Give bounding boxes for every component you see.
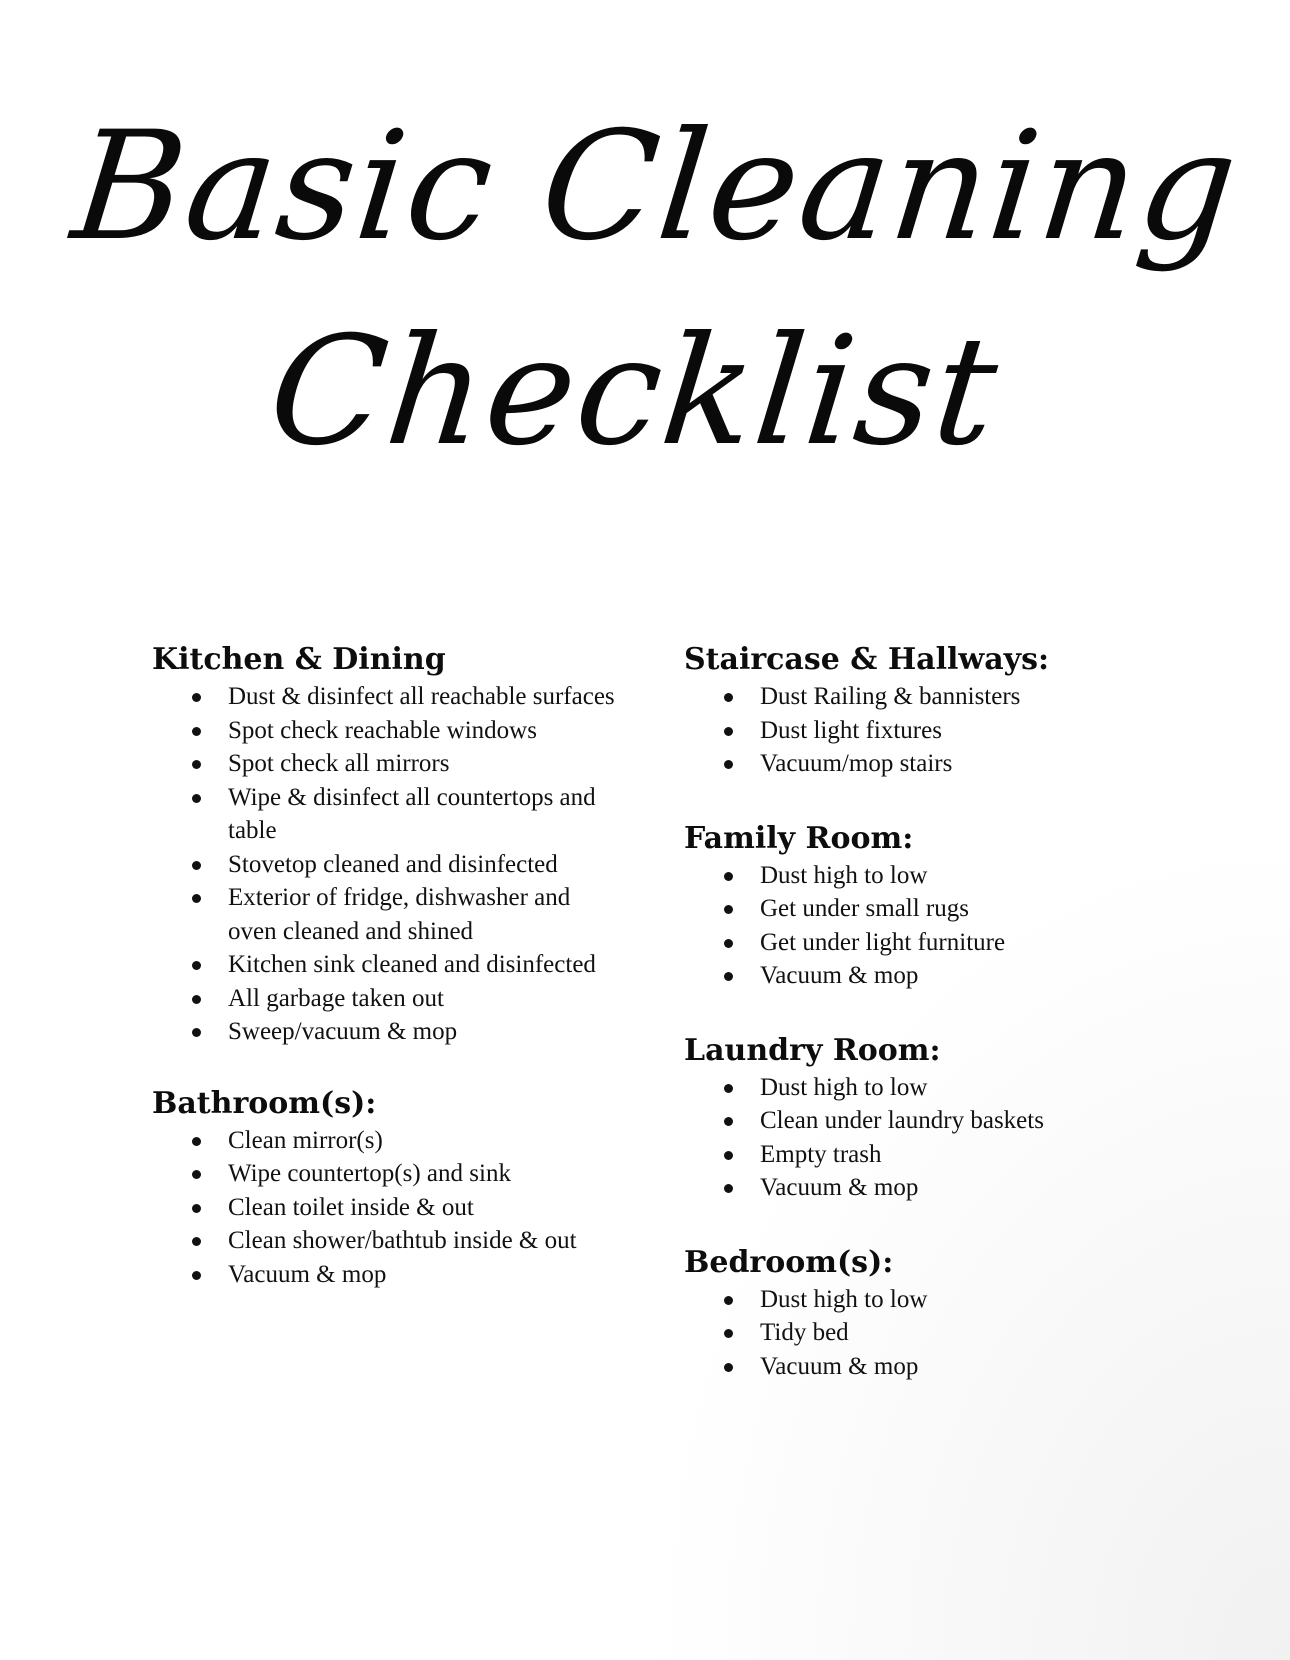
bullet-icon (192, 861, 201, 870)
bullet-icon (192, 693, 201, 702)
list-item: Vacuum & mop (684, 1350, 1154, 1384)
list-item: Vacuum & mop (684, 959, 1154, 993)
list-item: Dust Railing & bannisters (684, 680, 1154, 714)
checklist-bathroom (152, 1124, 622, 1292)
list-item: Sweep/vacuum & mop (152, 1015, 622, 1049)
bullet-icon (192, 1028, 201, 1037)
checklist-family-room (684, 859, 1154, 993)
list-item: Clean mirror(s) (152, 1124, 622, 1158)
right-column (684, 640, 1154, 1421)
bullet-icon (192, 760, 201, 769)
section-heading-bathroom: Bathroom(s): (152, 1085, 377, 1121)
section-heading-kitchen: Kitchen & Dining (152, 642, 446, 677)
list-item: Get under small rugs (684, 892, 1154, 926)
checklist-laundry-room (684, 1071, 1154, 1205)
bullet-icon (192, 727, 201, 736)
checklist-kitchen (152, 680, 622, 1049)
section-heading-laundry-room: Laundry Room: (684, 1032, 941, 1068)
bullet-icon (724, 760, 733, 769)
list-item: Vacuum & mop (684, 1171, 1154, 1205)
list-item: Empty trash (684, 1138, 1154, 1172)
bullet-icon (724, 1184, 733, 1193)
list-item: Vacuum/mop stairs (684, 747, 1154, 781)
bullet-icon (192, 995, 201, 1004)
bullet-icon (192, 894, 201, 903)
bullet-icon (192, 1204, 201, 1213)
checklist-staircase (684, 680, 1154, 781)
list-item: Spot check all mirrors (152, 747, 622, 781)
list-item: Dust high to low (684, 859, 1154, 893)
section-kitchen (152, 640, 622, 1049)
bullet-icon (724, 1363, 733, 1372)
list-item: Clean toilet inside & out (152, 1191, 622, 1225)
bullet-icon (192, 794, 201, 803)
list-item: Dust high to low (684, 1283, 1154, 1317)
checklist-bedroom (684, 1283, 1154, 1384)
list-item: Dust high to low (684, 1071, 1154, 1105)
list-item: Get under light furniture (684, 926, 1154, 960)
bullet-icon (724, 972, 733, 981)
list-item: Wipe countertop(s) and sink (152, 1157, 622, 1191)
section-staircase (684, 640, 1154, 781)
left-column (152, 640, 622, 1326)
list-item: Vacuum & mop (152, 1258, 622, 1292)
list-item: All garbage taken out (152, 982, 622, 1016)
bullet-icon (724, 939, 733, 948)
list-item: Dust & disinfect all reachable surfaces (152, 680, 622, 714)
list-item: Exterior of fridge, dishwasher and oven cleaned and shined (152, 881, 622, 948)
list-item: Clean under laundry baskets (684, 1104, 1154, 1138)
section-heading-staircase: Staircase & Hallways: (684, 642, 1050, 677)
section-family-room (684, 819, 1154, 993)
bullet-icon (192, 961, 201, 970)
bullet-icon (724, 693, 733, 702)
list-item: Tidy bed (684, 1316, 1154, 1350)
bullet-icon (192, 1237, 201, 1246)
bullet-icon (192, 1170, 201, 1179)
bullet-icon (724, 1296, 733, 1305)
list-item: Stovetop cleaned and disinfected (152, 848, 622, 882)
section-laundry-room (684, 1031, 1154, 1205)
title-line-1: Basic Cleaning (65, 100, 1247, 274)
bullet-icon (724, 1151, 733, 1160)
list-item: Dust light fixtures (684, 714, 1154, 748)
bullet-icon (192, 1271, 201, 1280)
bullet-icon (192, 1137, 201, 1146)
list-item: Spot check reachable windows (152, 714, 622, 748)
bullet-icon (724, 905, 733, 914)
bullet-icon (724, 1117, 733, 1126)
page-title (0, 85, 1290, 495)
section-heading-bedroom: Bedroom(s): (684, 1244, 894, 1280)
section-heading-family-room: Family Room: (684, 820, 914, 856)
bullet-icon (724, 1084, 733, 1093)
list-item: Kitchen sink cleaned and disinfected (152, 948, 622, 982)
list-item: Wipe & disinfect all countertops and table (152, 781, 622, 848)
bullet-icon (724, 727, 733, 736)
section-bedroom (684, 1243, 1154, 1384)
list-item: Clean shower/bathtub inside & out (152, 1224, 622, 1258)
bullet-icon (724, 872, 733, 881)
title-line-2: Checklist (261, 305, 1007, 479)
section-bathroom (152, 1084, 622, 1292)
bullet-icon (724, 1329, 733, 1338)
